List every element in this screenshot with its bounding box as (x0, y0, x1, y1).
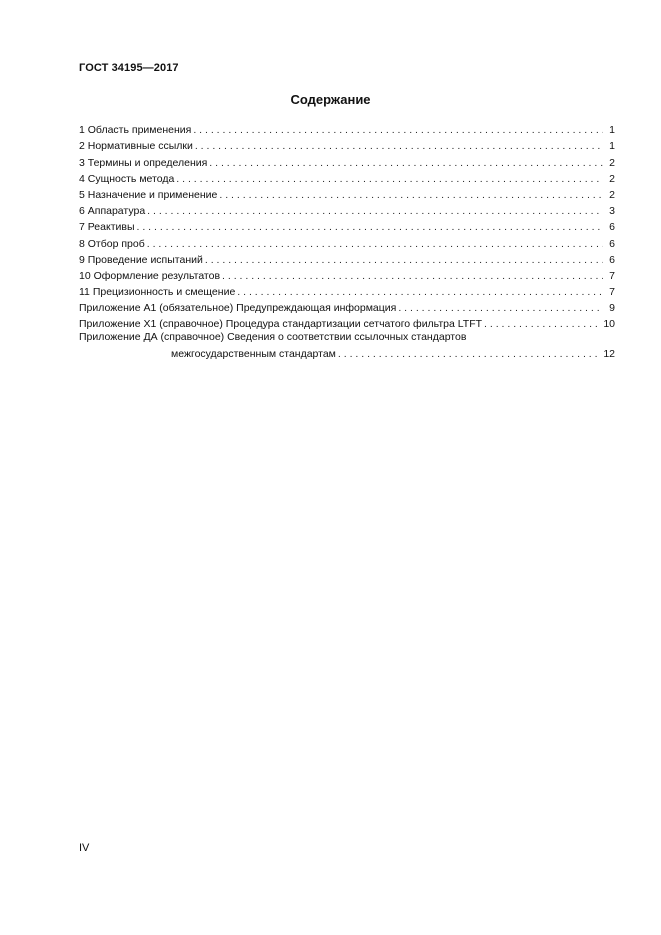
toc-entry-title: 7 Реактивы (79, 221, 135, 234)
toc-entry-page: 1 (609, 140, 615, 153)
toc-entry[interactable] (79, 185, 615, 201)
document-header: ГОСТ 34195—2017 (79, 62, 179, 74)
toc-entry-page: 2 (609, 156, 615, 169)
toc-entry[interactable] (79, 314, 615, 330)
toc-entry-title-line1: Приложение ДА (справочное) Сведения о соответствии ссылочных стандартов (79, 331, 467, 344)
toc-entry[interactable] (79, 217, 615, 233)
toc-entry-title: 3 Термины и определения (79, 156, 208, 169)
toc-leader-dots (237, 286, 603, 298)
toc-entry-multiline[interactable] (79, 330, 615, 360)
toc-entry-title: 4 Сущность метода (79, 172, 175, 185)
toc-entry[interactable] (79, 233, 615, 249)
toc-entry-title: 5 Назначение и применение (79, 188, 218, 201)
toc-entry-page: 7 (609, 269, 615, 282)
toc-entry[interactable] (79, 169, 615, 185)
toc-entry[interactable] (79, 266, 615, 282)
toc-entry-page: 12 (603, 348, 615, 361)
toc-leader-dots (209, 157, 603, 169)
toc-entry[interactable] (79, 250, 615, 266)
table-of-contents (79, 120, 615, 360)
toc-entry-line2 (79, 345, 615, 360)
toc-entry[interactable] (79, 152, 615, 168)
toc-entry-title: Приложение А1 (обязательное) Предупреждающая информация (79, 302, 397, 315)
toc-leader-dots (205, 254, 603, 266)
toc-entry-page: 7 (609, 286, 615, 299)
toc-entry-title: 8 Отбор проб (79, 237, 145, 250)
toc-entry-title: 6 Аппаратура (79, 205, 146, 218)
toc-entry[interactable] (79, 120, 615, 136)
toc-entry-title-line2: межгосударственным стандартам (171, 348, 336, 361)
toc-leader-dots (195, 140, 603, 152)
toc-entry-title: 10 Оформление результатов (79, 269, 221, 282)
toc-entry-page: 2 (609, 172, 615, 185)
toc-entry[interactable] (79, 282, 615, 298)
toc-entry-title: 2 Нормативные ссылки (79, 140, 193, 153)
toc-entry-title: Приложение Х1 (справочное) Процедура стандартизации сетчатого фильтра LTFT (79, 318, 483, 331)
toc-entry-page: 6 (609, 237, 615, 250)
toc-entry-page: 6 (609, 221, 615, 234)
toc-entry-title: 11 Прецизионность и смещение (79, 286, 236, 299)
toc-leader-dots (398, 302, 603, 314)
toc-leader-dots (484, 318, 601, 330)
toc-leader-dots (137, 221, 604, 233)
toc-leader-dots (338, 348, 601, 360)
toc-entry-page: 3 (609, 205, 615, 218)
page-number: IV (79, 842, 90, 854)
toc-entry-page: 6 (609, 253, 615, 266)
toc-entry-page: 9 (609, 302, 615, 315)
toc-entry-page: 1 (609, 124, 615, 137)
toc-entry-title: 9 Проведение испытаний (79, 253, 203, 266)
toc-entry[interactable] (79, 136, 615, 152)
toc-leader-dots (219, 189, 603, 201)
contents-title: Содержание (290, 92, 371, 107)
toc-leader-dots (147, 205, 603, 217)
toc-entry-page: 2 (609, 188, 615, 201)
toc-entry[interactable] (79, 298, 615, 314)
toc-entry[interactable] (79, 201, 615, 217)
toc-entry-page: 10 (603, 318, 615, 331)
toc-leader-dots (222, 270, 603, 282)
toc-leader-dots (147, 238, 603, 250)
toc-entry-title: 1 Область применения (79, 124, 192, 137)
toc-leader-dots (193, 124, 603, 136)
toc-leader-dots (176, 173, 603, 185)
